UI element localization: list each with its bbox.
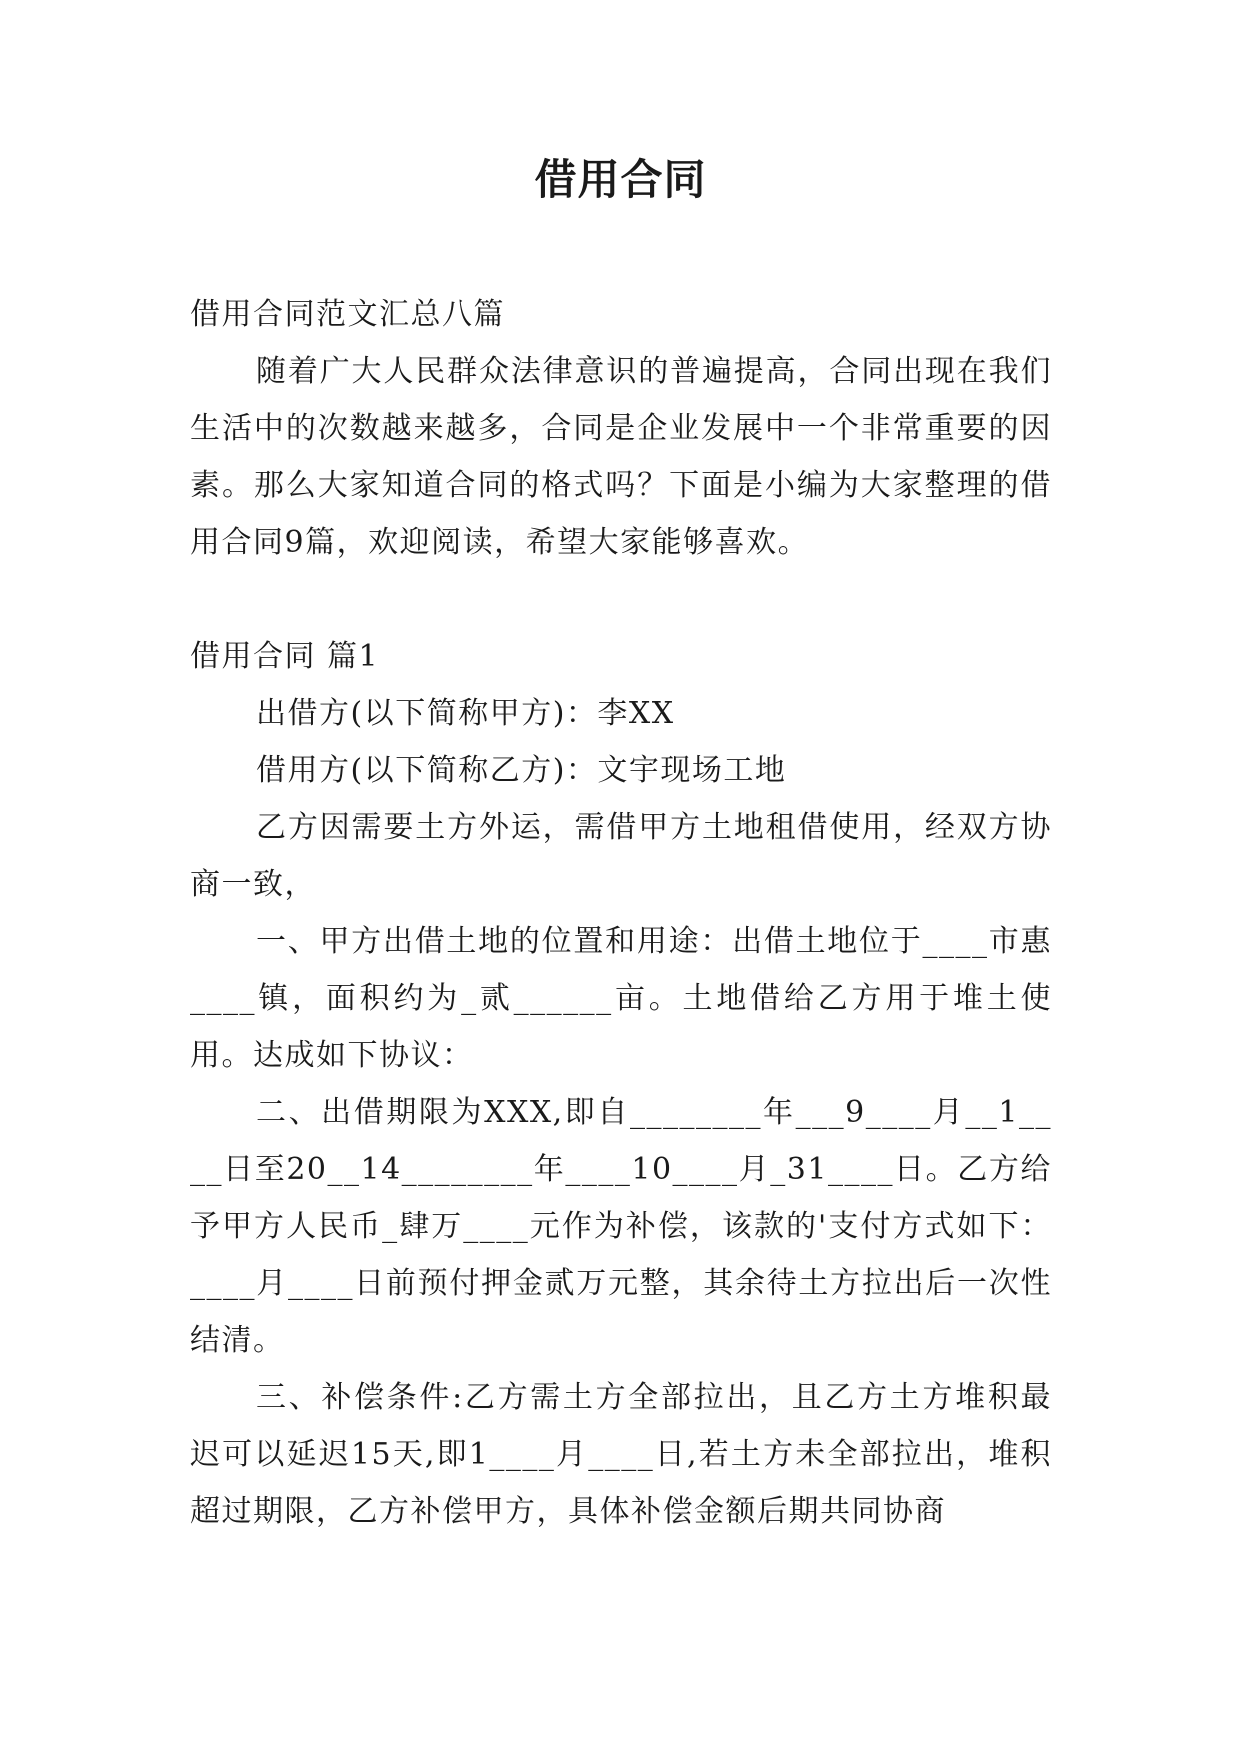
document-subtitle: 借用合同范文汇总八篇	[190, 297, 505, 332]
paragraph-gap	[190, 571, 1052, 628]
clause-2-paragraph: 二、出借期限为XXX,即自________年___9____月__1____日至20__14________年____10____月_31____日。乙方给予甲方人民币_肆万____元作为补偿，该款的'支付方式如下：____月____日前预付押金贰万元整，其余待土方拉出后一次性结清。	[190, 1095, 1052, 1358]
purpose-paragraph: 乙方因需要土方外运，需借甲方土地租借使用，经双方协商一致，	[190, 810, 1052, 902]
document-title: 借用合同	[534, 155, 707, 204]
clause-1-paragraph: 一、甲方出借土地的位置和用途：出借土地位于____市惠____镇，面积约为_贰______亩。土地借给乙方用于堆土使用。达成如下协议：	[190, 924, 1052, 1073]
section-heading: 借用合同 篇1	[190, 639, 380, 674]
lender-paragraph: 出借方(以下简称甲方)：李XX	[256, 696, 675, 731]
document-body	[190, 286, 1052, 1540]
intro-paragraph: 随着广大人民群众法律意识的普遍提高，合同出现在我们生活中的次数越来越多，合同是企业发展中一个非常重要的因素。那么大家知道合同的格式吗？下面是小编为大家整理的借用合同9篇，欢迎阅读，希望大家能够喜欢。	[190, 354, 1052, 560]
clause-3-paragraph: 三、补偿条件:乙方需土方全部拉出，且乙方土方堆积最迟可以延迟15天,即1____月____日,若土方未全部拉出，堆积超过期限，乙方补偿甲方，具体补偿金额后期共同协商	[190, 1380, 1052, 1529]
borrower-paragraph: 借用方(以下简称乙方)：文宇现场工地	[256, 753, 787, 788]
